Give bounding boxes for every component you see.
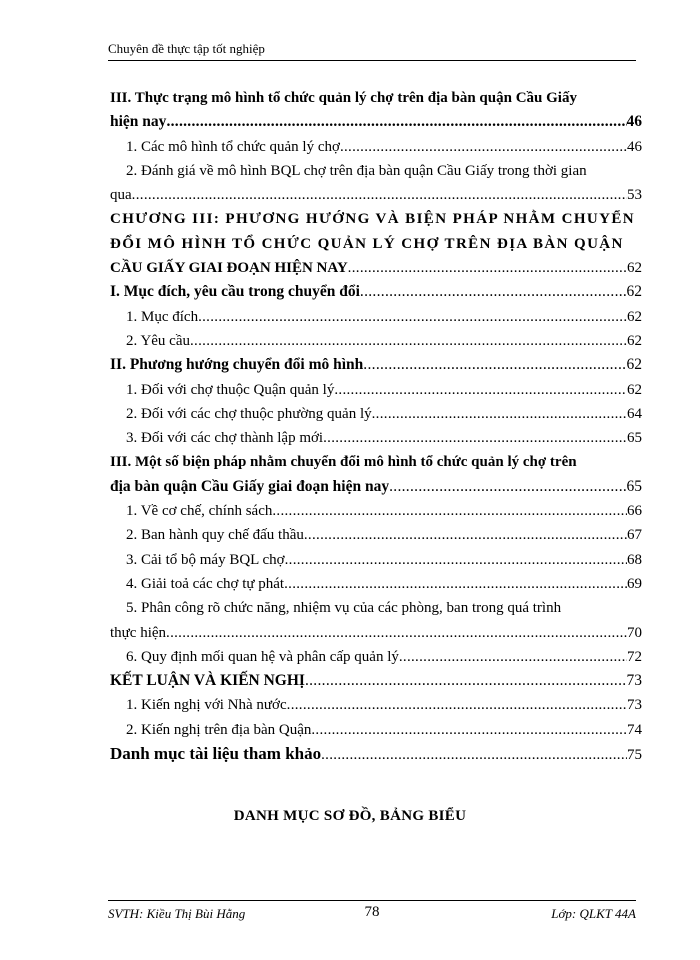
leader-dots [323,426,627,450]
leader-dots [360,280,627,304]
leader-dots [305,669,627,693]
chapter-heading-line-1 [110,207,642,231]
toc-entry-text: 3. Đối với các chợ thành lập mới [126,430,324,447]
toc-entry-text: 1. Đối với chợ thuộc Quận quản lý [126,381,335,398]
toc-entry-section-iii-b[interactable] [110,475,642,499]
leader-dots [311,718,627,742]
page-header [108,40,636,61]
leader-dots [372,402,627,426]
toc-entry[interactable] [110,693,642,717]
toc-entry-text: địa bàn quận Cầu Giấy giai đoạn hiện nay [110,477,390,495]
leader-dots [284,572,627,596]
footer-class: Lớp: QLKT 44A [551,906,636,921]
toc-entry[interactable] [110,135,642,159]
toc-entry[interactable] [110,523,642,547]
toc-entry-text: 2. Đối với các chợ thuộc phường quản lý [126,405,372,422]
leader-dots [198,305,627,329]
toc-entry-text: thực hiện [110,624,167,641]
toc-page-number: 62 [627,260,642,277]
toc-page-number: 62 [627,308,642,325]
toc-entry-continued [110,159,642,183]
toc-entry-continued [110,596,642,620]
toc-entry-text: III. Thực trạng mô hình tổ chức quản lý chợ trên địa bàn quận Cầu Giấy [110,90,577,106]
toc-entry-references[interactable] [110,742,642,766]
leader-dots [285,548,627,572]
toc-entry-chapter-iii[interactable] [110,256,642,280]
toc-entry[interactable] [110,426,642,450]
toc-page-number: 62 [627,381,642,398]
leader-dots [190,329,627,353]
leader-dots [399,645,627,669]
toc-entry-text: I. Mục đích, yêu cầu trong chuyển đổi [110,283,360,301]
toc-entry-text: Danh mục tài liệu tham khảo [110,744,322,764]
toc-page-number: 64 [627,405,642,422]
toc-entry[interactable] [110,645,642,669]
toc-entry-text: 5. Phân công rõ chức năng, nhiệm vụ của các phòng, ban trong quá trình [126,600,562,617]
chapter-heading-text: ĐỔI MÔ HÌNH TỔ CHỨC QUẢN LÝ CHỢ TRÊN ĐỊA BÀN QUẬN [110,235,624,252]
page-footer [108,900,636,925]
toc-entry[interactable] [110,183,642,207]
toc-page-number: 46 [626,113,642,131]
toc-entry-text: III. Một số biện pháp nhằm chuyển đổi mô hình tổ chức quản lý chợ trên [110,454,577,471]
toc-page-number: 65 [626,477,642,495]
leader-dots [166,110,626,134]
toc-page-number: 70 [627,624,642,641]
toc-page-number: 53 [627,187,642,204]
toc-page-number: 73 [627,697,642,714]
toc-page-number: 62 [626,356,642,374]
leader-dots [340,135,627,159]
toc-entry[interactable] [110,378,642,402]
leader-dots [287,693,627,717]
toc-entry-text: 2. Đánh giá về mô hình BQL chợ trên địa bàn quận Cầu Giấy trong thời gian [126,162,587,179]
toc-entry-text: 1. Về cơ chế, chính sách [126,503,273,520]
toc-page-number: 74 [627,721,642,738]
footer-author: SVTH: Kiều Thị Bùi Hằng [108,906,246,921]
toc-entry[interactable] [110,329,642,353]
toc-entry-text: 6. Quy định mối quan hệ và phân cấp quản lý [126,648,399,665]
leader-dots [389,475,626,499]
leader-dots [272,499,627,523]
toc-entry[interactable] [110,499,642,523]
toc-entry-section-iii-title [110,86,642,110]
toc-entry[interactable] [110,402,642,426]
toc-entry-text: II. Phương hướng chuyển đổi mô hình [110,356,364,374]
toc-entry-section-iii[interactable] [110,110,642,134]
leader-dots [321,743,627,767]
toc-entry[interactable] [110,305,642,329]
toc-entry-section-ii[interactable] [110,353,642,377]
toc-page-number: 73 [626,672,642,690]
toc-entry-conclusion[interactable] [110,669,642,693]
header-text: Chuyên đề thực tập tốt nghiệp [108,41,265,56]
toc-entry-text: CẦU GIẤY GIAI ĐOẠN HIỆN NAY [110,260,348,277]
toc-page-number: 65 [627,430,642,447]
table-of-contents [110,86,642,766]
toc-entry-text: qua [110,187,132,204]
toc-page-number: 68 [627,551,642,568]
toc-entry-section-iii-b-title [110,450,642,474]
figures-list-title: DANH MỤC SƠ ĐỒ, BẢNG BIỂU [233,808,467,824]
toc-entry-text: 2. Kiến nghị trên địa bàn Quận [126,721,312,738]
toc-entry-section-i[interactable] [110,280,642,304]
toc-page-number: 67 [627,527,642,544]
toc-page-number: 62 [627,332,642,349]
toc-page-number: 66 [627,503,642,520]
page-number: 78 [364,904,380,920]
toc-entry-text: 1. Kiến nghị với Nhà nước [126,697,287,714]
toc-entry-text: 1. Mục đích [126,308,199,325]
leader-dots [334,378,627,402]
toc-entry-text: 3. Cải tổ bộ máy BQL chợ [126,551,285,568]
toc-entry-text: 2. Ban hành quy chế đấu thầu [126,527,304,544]
toc-entry-text: 1. Các mô hình tổ chức quản lý chợ [126,138,340,155]
leader-dots [363,353,626,377]
toc-entry-text: KẾT LUẬN VÀ KIẾN NGHỊ [110,672,305,690]
leader-dots [132,183,627,207]
toc-page-number: 62 [626,283,642,301]
leader-dots [166,621,627,645]
toc-entry[interactable] [110,548,642,572]
toc-entry[interactable] [110,572,642,596]
toc-page-number: 72 [627,648,642,665]
toc-entry[interactable] [110,621,642,645]
leader-dots [304,523,627,547]
toc-entry[interactable] [110,718,642,742]
toc-entry-text: 4. Giải toả các chợ tự phát [126,575,285,592]
toc-entry-text: hiện nay [110,113,167,131]
toc-entry-text: 2. Yêu cầu [126,332,190,349]
toc-page-number: 75 [627,747,642,764]
toc-page-number: 46 [627,138,642,155]
chapter-heading-line-2 [110,232,642,256]
chapter-heading-text: CHƯƠNG III: PHƯƠNG HƯỚNG VÀ BIỆN PHÁP NHẰM CHUYỂN [110,211,635,228]
leader-dots [348,256,627,280]
toc-page-number: 69 [627,575,642,592]
